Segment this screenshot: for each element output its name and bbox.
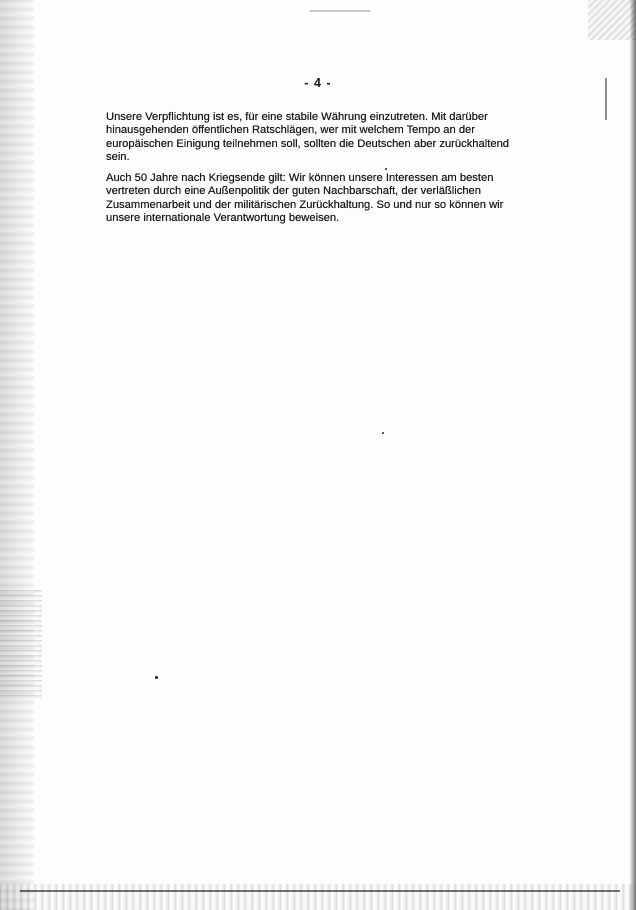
scan-smudge <box>310 10 370 12</box>
scan-speck <box>155 676 158 679</box>
scan-corner-artifact <box>588 0 636 40</box>
text-line: sein. <box>106 150 130 163</box>
paragraph <box>106 172 526 225</box>
page-number: - 4 - <box>304 76 332 90</box>
paragraph <box>106 111 526 164</box>
scan-bottom-line <box>20 890 620 892</box>
scan-edge-left-artifact <box>0 590 42 700</box>
scan-edge-right <box>630 0 636 910</box>
scan-edge-bottom <box>0 884 636 910</box>
text-line: Zusammenarbeit und der militärischen Zurückhaltung. So und nur so können wir <box>106 198 504 211</box>
scan-speck <box>385 168 387 170</box>
text-line: Auch 50 Jahre nach Kriegsende gilt: Wir können unsere Interessen am besten <box>106 172 494 184</box>
text-line: Unsere Verpflichtung ist es, für eine stabile Währung einzutreten. Mit darüber <box>106 111 488 123</box>
text-line: hinausgehenden öffentlichen Ratschlägen, wer mit welchem Tempo an der <box>106 124 475 137</box>
scan-speck <box>382 432 384 434</box>
text-line: unsere internationale Verantwortung beweisen. <box>106 211 340 224</box>
text-line: vertreten durch eine Außenpolitik der guten Nachbarschaft, der verläßlichen <box>106 185 481 198</box>
scan-edge-left <box>0 0 34 910</box>
text-line: europäischen Einigung teilnehmen soll, sollten die Deutschen aber zurückhaltend <box>106 137 510 150</box>
